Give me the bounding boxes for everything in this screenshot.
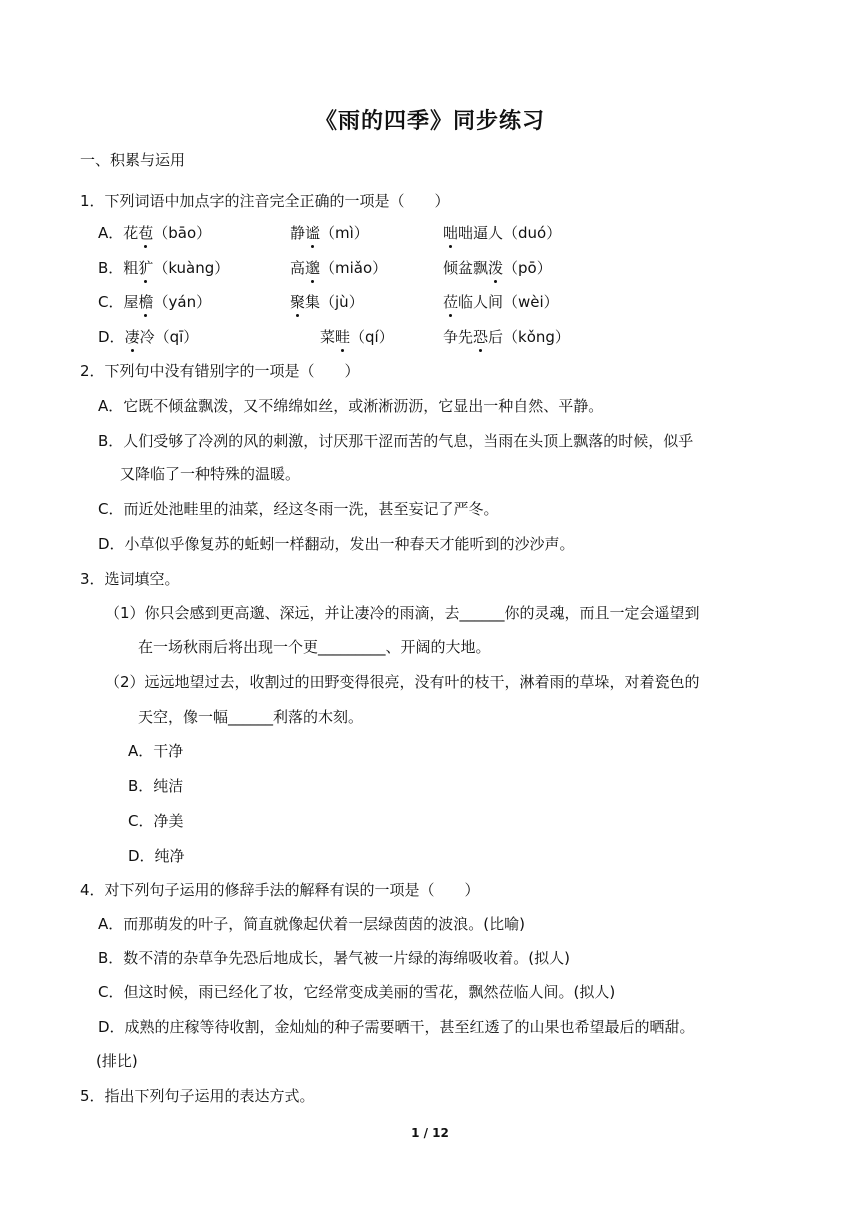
question-4-option-c: C．但这时候，雨已经化了妆，它经常变成美丽的雪花，飘然莅临人间。(拟人) — [98, 983, 616, 1001]
emphasis-dot-character: 聚 — [290, 293, 306, 311]
word-post-text: （pō） — [503, 259, 552, 277]
question-2-option-b-continued: 又降临了一种特殊的温暖。 — [120, 465, 301, 483]
word-post-text: 后（kǒng） — [488, 328, 570, 346]
question-1-option-a-word-3 — [443, 222, 561, 244]
emphasis-dot-character: 犷 — [138, 259, 154, 277]
question-1-option-d-word-3 — [443, 326, 570, 348]
word-post-text: （mì） — [320, 224, 369, 242]
page-number: 1 / 12 — [411, 1126, 449, 1140]
question-1-option-b-word-3 — [443, 257, 552, 279]
question-4-option-b: B．数不清的杂草争先恐后地成长，暑气被一片绿的海绵吸收着。(拟人) — [98, 949, 570, 967]
question-2-option-b: B．人们受够了冷冽的风的刺激，讨厌那干涩而苦的气息，当雨在头顶上飘落的时候，似乎 — [98, 432, 694, 450]
question-2-option-d: D．小草似乎像复苏的蚯蚓一样翻动，发出一种春天才能听到的沙沙声。 — [98, 535, 575, 553]
word-post-text: （kuàng） — [153, 259, 230, 277]
question-3-sentence-2: （2）远远地望过去，收割过的田野变得很亮，没有叶的枝干，淋着雨的草垛，对着瓷色的 — [105, 673, 700, 691]
emphasis-dot-character: 邈 — [305, 259, 321, 277]
question-4-option-d: D．成熟的庄稼等待收割，金灿灿的种子需要晒干，甚至红透了的山果也希望最后的晒甜。 — [98, 1018, 695, 1036]
question-1-option-a-word-1 — [98, 222, 211, 244]
question-1-option-c-word-2 — [290, 291, 364, 313]
question-1-option-b-word-2 — [290, 257, 387, 279]
question-1-option-c-word-1 — [98, 291, 211, 313]
question-1-option-b-word-1 — [98, 257, 229, 279]
question-1-option-d-word-1 — [98, 326, 198, 348]
word-pre-text: A．花 — [98, 224, 139, 242]
emphasis-dot-character: 莅 — [443, 293, 459, 311]
word-pre-text: C．屋 — [98, 293, 139, 311]
question-4-stem: 4．对下列句子运用的修辞手法的解释有误的一项是（ ） — [80, 881, 480, 899]
question-4-option-a: A．而那萌发的叶子，简直就像起伏着一层绿茵茵的波浪。(比喻) — [98, 915, 525, 933]
word-post-text: 冷（qī） — [139, 328, 199, 346]
emphasis-dot-character: 咄 — [443, 224, 459, 242]
question-3-sentence-2-continued: 天空，像一幅______利落的木刻。 — [138, 708, 364, 726]
emphasis-dot-character: 谧 — [305, 224, 321, 242]
question-2-stem: 2．下列句中没有错别字的一项是（ ） — [80, 362, 360, 380]
word-post-text: （yán） — [153, 293, 212, 311]
question-3-option-d: D．纯净 — [128, 847, 185, 865]
word-post-text: 临人间（wèi） — [458, 293, 559, 311]
question-1-option-d-word-2 — [320, 326, 394, 348]
word-post-text: （qí） — [350, 328, 394, 346]
emphasis-dot-character: 苞 — [138, 224, 154, 242]
question-3-stem: 3．选词填空。 — [80, 570, 180, 588]
emphasis-dot-character: 畦 — [335, 328, 351, 346]
question-1-option-c-word-3 — [443, 291, 559, 313]
question-3-sentence-1: （1）你只会感到更高邈、深远，并让凄冷的雨滴，去______你的灵魂，而且一定会遥望到 — [105, 604, 700, 622]
question-3-option-a: A．干净 — [128, 742, 184, 760]
question-2-option-c: C．而近处池畦里的油菜，经这冬雨一洗，甚至妄记了严冬。 — [98, 500, 499, 518]
word-pre-text: 争先 — [443, 328, 474, 346]
word-pre-text: 倾盆飘 — [443, 259, 489, 277]
question-4-option-d-continued: (排比) — [96, 1052, 138, 1070]
question-2-option-a: A．它既不倾盆飘泼，又不绵绵如丝，或淅淅沥沥，它显出一种自然、平静。 — [98, 397, 604, 415]
word-pre-text: 静 — [290, 224, 306, 242]
question-3-option-b: B．纯洁 — [128, 777, 184, 795]
word-pre-text: B．粗 — [98, 259, 139, 277]
word-post-text: （miǎo） — [320, 259, 388, 277]
question-3-option-c: C．净美 — [128, 812, 184, 830]
word-post-text: 集（jù） — [305, 293, 364, 311]
word-pre-text: 菜 — [320, 328, 336, 346]
question-1-stem: 1．下列词语中加点字的注音完全正确的一项是（ ） — [80, 192, 450, 210]
question-5-stem: 5．指出下列句子运用的表达方式。 — [80, 1087, 315, 1105]
word-post-text: 咄逼人（duó） — [458, 224, 562, 242]
question-1-option-a-word-2 — [290, 222, 369, 244]
word-pre-text: D． — [98, 328, 125, 346]
emphasis-dot-character: 恐 — [473, 328, 489, 346]
word-post-text: （bāo） — [153, 224, 212, 242]
word-pre-text: 高 — [290, 259, 306, 277]
emphasis-dot-character: 凄 — [124, 328, 140, 346]
emphasis-dot-character: 泼 — [488, 259, 504, 277]
emphasis-dot-character: 檐 — [138, 293, 154, 311]
section-heading: 一、积累与运用 — [80, 151, 186, 169]
page-title: 《雨的四季》同步练习 — [314, 109, 545, 134]
question-3-sentence-1-continued: 在一场秋雨后将出现一个更_________、开阔的大地。 — [138, 638, 491, 656]
